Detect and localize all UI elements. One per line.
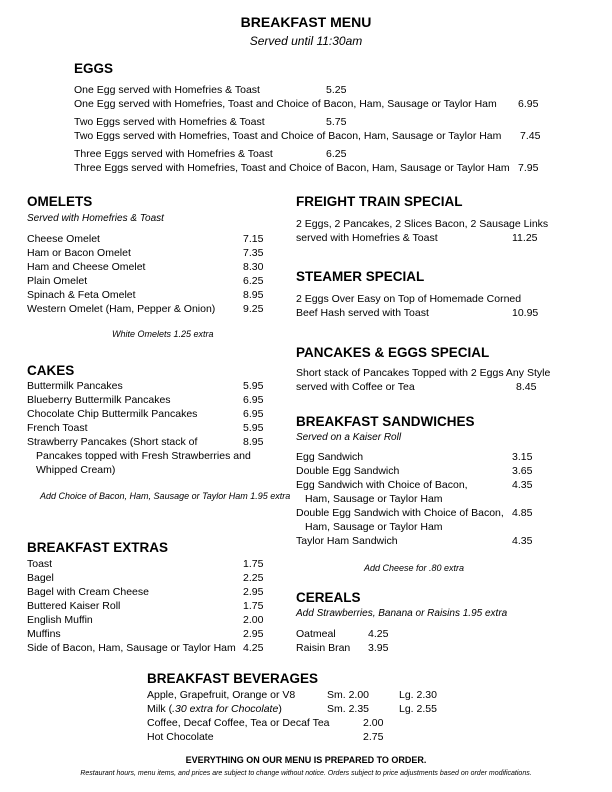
milk-name-close: ) (278, 703, 282, 715)
item-name: served with Homefries & Toast (296, 232, 438, 244)
item-name: French Toast (27, 422, 88, 434)
item-name: Chocolate Chip Buttermilk Pancakes (27, 408, 198, 420)
cakes-heading: CAKES (27, 363, 75, 378)
item-name: Western Omelet (Ham, Pepper & Onion) (27, 303, 216, 315)
item-price: 2.95 (243, 586, 264, 598)
item-name: Egg Sandwich (296, 451, 364, 463)
item-price: 4.25 (368, 628, 389, 640)
item-name: Bagel with Cream Cheese (27, 586, 149, 598)
item-name: Spinach & Feta Omelet (27, 289, 136, 301)
item-price: 7.95 (518, 162, 539, 174)
extras-heading: BREAKFAST EXTRAS (27, 540, 169, 555)
item-name: English Muffin (27, 614, 93, 626)
item-name: Double Egg Sandwich with Choice of Bacon, (296, 507, 504, 519)
menu-title: BREAKFAST MENU (240, 14, 372, 30)
item-price: 5.95 (243, 380, 264, 392)
item-name-continued: Whipped Cream) (36, 464, 116, 476)
item-price: 5.25 (326, 84, 347, 96)
item-price: 10.95 (512, 307, 539, 319)
freight-heading: FREIGHT TRAIN SPECIAL (296, 194, 463, 209)
item-name: Side of Bacon, Ham, Sausage or Taylor Ham (27, 642, 236, 654)
item-price: 1.75 (243, 558, 264, 570)
item-price: 8.30 (243, 261, 264, 273)
item-price: 5.75 (326, 116, 347, 128)
item-name: Three Eggs served with Homefries & Toast (74, 148, 273, 160)
item-price: 6.95 (243, 408, 264, 420)
item-price: 4.85 (512, 507, 533, 519)
item-price: 4.35 (512, 535, 533, 547)
item-name: Cheese Omelet (27, 233, 100, 245)
item-price: 5.95 (243, 422, 264, 434)
item-name: Raisin Bran (296, 642, 351, 654)
item-name: Muffins (27, 628, 61, 640)
item-name: Ham or Bacon Omelet (27, 247, 131, 259)
omelets-subheading: Served with Homefries & Toast (27, 213, 164, 224)
item-name: One Egg served with Homefries, Toast and Choice of Bacon, Ham, Sausage or Taylor Ham (74, 98, 497, 110)
item-name: Oatmeal (296, 628, 336, 640)
item-name: Bagel (27, 572, 54, 584)
item-price: 2.25 (243, 572, 264, 584)
item-price: 1.75 (243, 600, 264, 612)
item-price: 2.75 (363, 731, 384, 743)
freight-description: 2 Eggs, 2 Pancakes, 2 Slices Bacon, 2 Sausage Links (296, 218, 549, 230)
item-name: Two Eggs served with Homefries, Toast and Choice of Bacon, Ham, Sausage or Taylor Ham (74, 130, 502, 142)
pancakes-eggs-description: Short stack of Pancakes Topped with 2 Eggs Any Style (296, 367, 551, 379)
item-name (147, 703, 282, 715)
item-price-large: Lg. 2.55 (399, 703, 437, 715)
item-price: 9.25 (243, 303, 264, 315)
omelets-heading: OMELETS (27, 194, 93, 209)
item-price: 3.65 (512, 465, 533, 477)
item-price: 8.95 (243, 289, 264, 301)
item-price: 4.25 (243, 642, 264, 654)
omelets-note: White Omelets 1.25 extra (112, 329, 214, 339)
item-name: Toast (27, 558, 53, 570)
item-name: Taylor Ham Sandwich (296, 535, 398, 547)
item-name: Three Eggs served with Homefries, Toast and Choice of Bacon, Ham, Sausage or Taylor Ham (74, 162, 510, 174)
item-name-continued: Ham, Sausage or Taylor Ham (305, 493, 443, 505)
cereals-heading: CEREALS (296, 590, 361, 605)
item-name: Hot Chocolate (147, 731, 214, 743)
item-price: 6.25 (326, 148, 347, 160)
item-price: 7.35 (243, 247, 264, 259)
item-price: 11.25 (512, 232, 538, 244)
eggs-heading: EGGS (74, 61, 114, 76)
item-price: 3.15 (512, 451, 533, 463)
item-price: 6.25 (243, 275, 264, 287)
cereals-subheading: Add Strawberries, Banana or Raisins 1.95 extra (296, 608, 508, 619)
footer-statement: EVERYTHING ON OUR MENU IS PREPARED TO ORDER. (185, 755, 427, 765)
item-name: One Egg served with Homefries & Toast (74, 84, 260, 96)
item-price: 6.95 (518, 98, 539, 110)
item-name: Ham and Cheese Omelet (27, 261, 146, 273)
item-price: 7.15 (243, 233, 264, 245)
item-name: served with Coffee or Tea (296, 381, 415, 393)
steamer-description: 2 Eggs Over Easy on Top of Homemade Corned (296, 293, 522, 305)
item-name: Strawberry Pancakes (Short stack of (27, 436, 198, 448)
item-name-continued: Pancakes topped with Fresh Strawberries and (36, 450, 251, 462)
sandwiches-heading: BREAKFAST SANDWICHES (296, 414, 475, 429)
item-price: 7.45 (520, 130, 541, 142)
item-price: 4.35 (512, 479, 533, 491)
sandwiches-note: Add Cheese for .80 extra (364, 563, 465, 573)
steamer-heading: STEAMER SPECIAL (296, 269, 425, 284)
item-name: Coffee, Decaf Coffee, Tea or Decaf Tea (147, 717, 330, 729)
item-name: Buttered Kaiser Roll (27, 600, 121, 612)
item-price: 2.00 (243, 614, 264, 626)
item-price: 6.95 (243, 394, 264, 406)
beverages-heading: BREAKFAST BEVERAGES (147, 671, 319, 686)
item-name: Blueberry Buttermilk Pancakes (27, 394, 171, 406)
item-price: 8.45 (516, 381, 537, 393)
item-name: Beef Hash served with Toast (296, 307, 429, 319)
item-price: 8.95 (243, 436, 264, 448)
item-price-large: Lg. 2.30 (399, 689, 437, 701)
item-name: Two Eggs served with Homefries & Toast (74, 116, 265, 128)
milk-note: .30 extra for Chocolate (172, 703, 279, 715)
item-name: Double Egg Sandwich (296, 465, 400, 477)
item-price: 2.95 (243, 628, 264, 640)
item-name-continued: Ham, Sausage or Taylor Ham (305, 521, 443, 533)
item-price-small: Sm. 2.00 (327, 689, 370, 701)
cakes-note: Add Choice of Bacon, Ham, Sausage or Taylor Ham 1.95 extra (40, 491, 291, 501)
menu-subtitle: Served until 11:30am (249, 34, 363, 48)
milk-name: Milk ( (147, 703, 173, 715)
item-name: Apple, Grapefruit, Orange or V8 (147, 689, 296, 701)
footer-disclaimer: Restaurant hours, menu items, and prices are subject to change without notice. Orders subject to price adjustments based on order modifications. (80, 770, 532, 777)
pancakes-eggs-heading: PANCAKES & EGGS SPECIAL (296, 345, 490, 360)
sandwiches-subheading: Served on a Kaiser Roll (296, 432, 402, 443)
item-name: Egg Sandwich with Choice of Bacon, (296, 479, 468, 491)
item-price: 2.00 (363, 717, 384, 729)
item-price: 3.95 (368, 642, 389, 654)
item-price-small: Sm. 2.35 (327, 703, 370, 715)
item-name: Plain Omelet (27, 275, 88, 287)
item-name: Buttermilk Pancakes (27, 380, 123, 392)
